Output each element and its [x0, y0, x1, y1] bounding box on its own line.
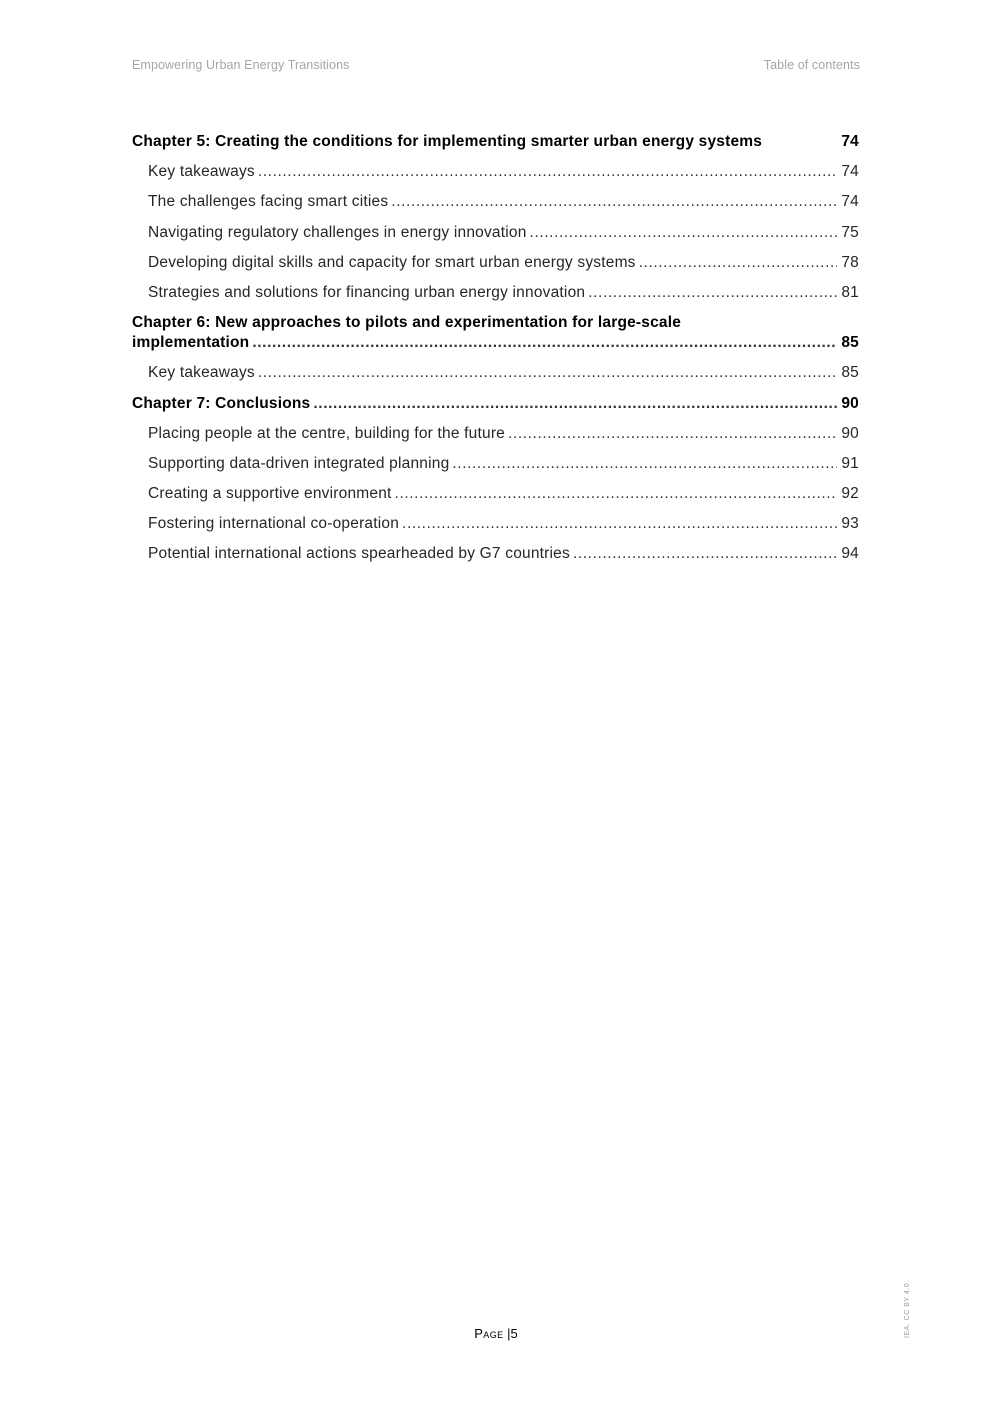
toc-leader-dots	[573, 544, 837, 564]
toc-section-title: Creating a supportive environment	[148, 485, 392, 503]
toc-section-title: Navigating regulatory challenges in energy innovation	[148, 223, 527, 241]
toc-section-title: Fostering international co-operation	[148, 515, 400, 533]
toc-section[interactable]	[132, 363, 859, 383]
toc-section[interactable]	[132, 454, 859, 474]
toc-section-title: Strategies and solutions for financing urban energy innovation	[148, 283, 586, 301]
toc-section[interactable]	[132, 514, 859, 534]
toc-leader-dots	[258, 363, 837, 383]
toc-leader-dots	[395, 484, 838, 504]
toc-section-title: Potential international actions spearheaded by G7 countries	[148, 545, 570, 563]
toc-page-number: 81	[841, 283, 859, 301]
toc-leader-dots	[402, 514, 837, 534]
page-separator: |	[507, 1326, 511, 1341]
toc-section[interactable]	[132, 253, 859, 273]
toc-chapter-6[interactable]	[132, 313, 859, 353]
toc-chapter-5[interactable]	[132, 132, 859, 152]
toc-section-title: Key takeaways	[148, 163, 255, 181]
toc-leader-dots	[639, 253, 838, 273]
table-of-contents	[132, 130, 859, 564]
toc-section-title: Developing digital skills and capacity for smart urban energy systems	[148, 253, 636, 271]
toc-page-number: 94	[841, 545, 859, 563]
toc-chapter-title: Chapter 7: Conclusions	[132, 394, 311, 412]
toc-section-title: Supporting data-driven integrated planning	[148, 454, 450, 472]
page-footer	[0, 1326, 992, 1341]
toc-leader-dots	[313, 394, 837, 414]
toc-section[interactable]	[132, 544, 859, 564]
toc-leader-dots	[252, 333, 837, 353]
toc-chapter-title: Chapter 5: Creating the conditions for implementing smarter urban energy systems	[132, 133, 763, 150]
toc-section-title: Placing people at the centre, building for the future	[148, 424, 505, 442]
toc-leader-dots	[508, 424, 837, 444]
page-number: 5	[510, 1326, 518, 1341]
toc-section-title: Key takeaways	[148, 364, 255, 382]
toc-section[interactable]	[132, 424, 859, 444]
toc-page-number: 90	[841, 424, 859, 442]
page-header	[132, 58, 860, 76]
toc-leader-dots	[258, 162, 837, 182]
toc-section[interactable]	[132, 283, 859, 303]
page-label: Page	[474, 1326, 504, 1341]
toc-page-number: 74	[841, 193, 859, 211]
toc-page-number: 85	[841, 334, 859, 352]
toc-leader-dots	[452, 454, 837, 474]
toc-chapter-title-continued: implementation	[132, 334, 250, 352]
toc-chapter-7[interactable]	[132, 394, 859, 414]
toc-page-number: 90	[841, 394, 859, 412]
toc-page-number: 91	[841, 454, 859, 472]
toc-leader-dots	[530, 223, 838, 243]
toc-leader-dots	[588, 283, 837, 303]
toc-page-number: 85	[841, 364, 859, 382]
toc-page-number: 74	[841, 133, 859, 150]
toc-page-number: 93	[841, 515, 859, 533]
toc-section[interactable]	[132, 223, 859, 243]
toc-chapter-title: Chapter 6: New approaches to pilots and experimentation for large-scale	[132, 314, 682, 332]
toc-section-title: The challenges facing smart cities	[148, 193, 389, 211]
toc-page-number: 78	[841, 253, 859, 271]
document-title: Empowering Urban Energy Transitions	[132, 58, 350, 72]
toc-section[interactable]	[132, 484, 859, 504]
toc-leader-dots	[391, 192, 837, 212]
toc-section[interactable]	[132, 192, 859, 212]
section-title: Table of contents	[763, 58, 860, 72]
toc-page-number: 75	[841, 223, 859, 241]
toc-page-number: 74	[841, 163, 859, 181]
toc-page-number: 92	[841, 485, 859, 503]
toc-section[interactable]	[132, 162, 859, 182]
license-notice: IEA. CC BY 4.0.	[904, 1280, 911, 1338]
